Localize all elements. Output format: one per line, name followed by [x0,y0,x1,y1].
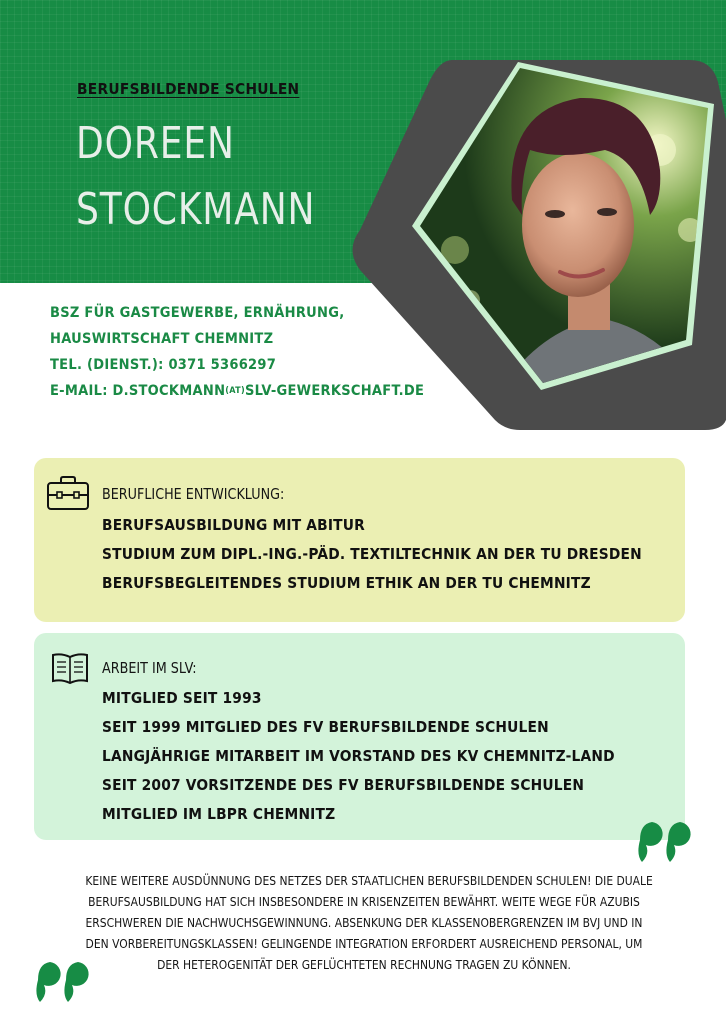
slv-title: ARBEIT IM SLV: [102,659,197,677]
slv-item: MITGLIED SEIT 1993 [102,689,262,707]
portrait-frame [0,0,726,440]
career-item: STUDIUM ZUM DIPL.-ING.-PÄD. TEXTILTECHNIK AN DER TU DRESDEN [102,545,642,563]
last-name: STOCKMANN [76,184,316,235]
career-title: BERUFLICHE ENTWICKLUNG: [102,485,285,503]
career-item: BERUFSAUSBILDUNG MIT ABITUR [102,516,365,534]
school-type-heading: BERUFSBILDENDE SCHULEN [77,80,300,98]
email-at-sign: (AT) [225,386,245,396]
email-domain: SLV-GEWERKSCHAFT.DE [244,383,425,399]
contact-phone: TEL. (DIENST.): 0371 5366297 [50,357,277,373]
quote-line: DER HETEROGENITÄT DER GEFLÜCHTETEN RECHNUNG TRAGEN ZU KÖNNEN. [157,957,571,972]
slv-section [34,633,685,840]
slv-item: MITGLIED IM LBPR CHEMNITZ [102,805,336,823]
quote-line: KEINE WEITERE AUSDÜNNUNG DES NETZES DER STAATLICHEN BERUFSBILDENDEN SCHULEN! DIE DUALE [85,873,653,888]
contact-school-line2: HAUSWIRTSCHAFT CHEMNITZ [50,331,274,347]
quote-line: DEN VORBEREITUNGSKLASSEN! GELINGENDE INTEGRATION ERFORDERT AUSREICHEND PERSONAL, UM [85,936,643,951]
slv-item: SEIT 1999 MITGLIED DES FV BERUFSBILDENDE SCHULEN [102,718,549,736]
slv-item: SEIT 2007 VORSITZENDE DES FV BERUFSBILDENDE SCHULEN [102,776,585,794]
contact-email[interactable] [50,383,424,399]
briefcase-icon [46,475,90,511]
slv-item: LANGJÄHRIGE MITARBEIT IM VORSTAND DES KV CHEMNITZ-LAND [102,747,615,765]
contact-school-line1: BSZ FÜR GASTGEWERBE, ERNÄHRUNG, [50,305,345,321]
quote-line: ERSCHWEREN DIE NACHWUCHSGEWINNUNG. ABSENKUNG DER KLASSENOBERGRENZEN IM BVJ UND IN [85,915,643,930]
quote-line: BERUFSAUSBILDUNG HAT SICH INSBESONDERE IN KRISENZEITEN BEWÄHRT. WEITE WEGE FÜR AZUBIS [88,894,640,909]
career-section [34,458,685,622]
email-prefix: E-MAIL: D.STOCKMANN [50,383,226,399]
open-book-icon [50,651,90,685]
career-item: BERUFSBEGLEITENDES STUDIUM ETHIK AN DER TU CHEMNITZ [102,574,591,592]
first-name: DOREEN [76,118,235,169]
closing-quote-icon [638,822,696,862]
quote-statement [40,870,688,975]
